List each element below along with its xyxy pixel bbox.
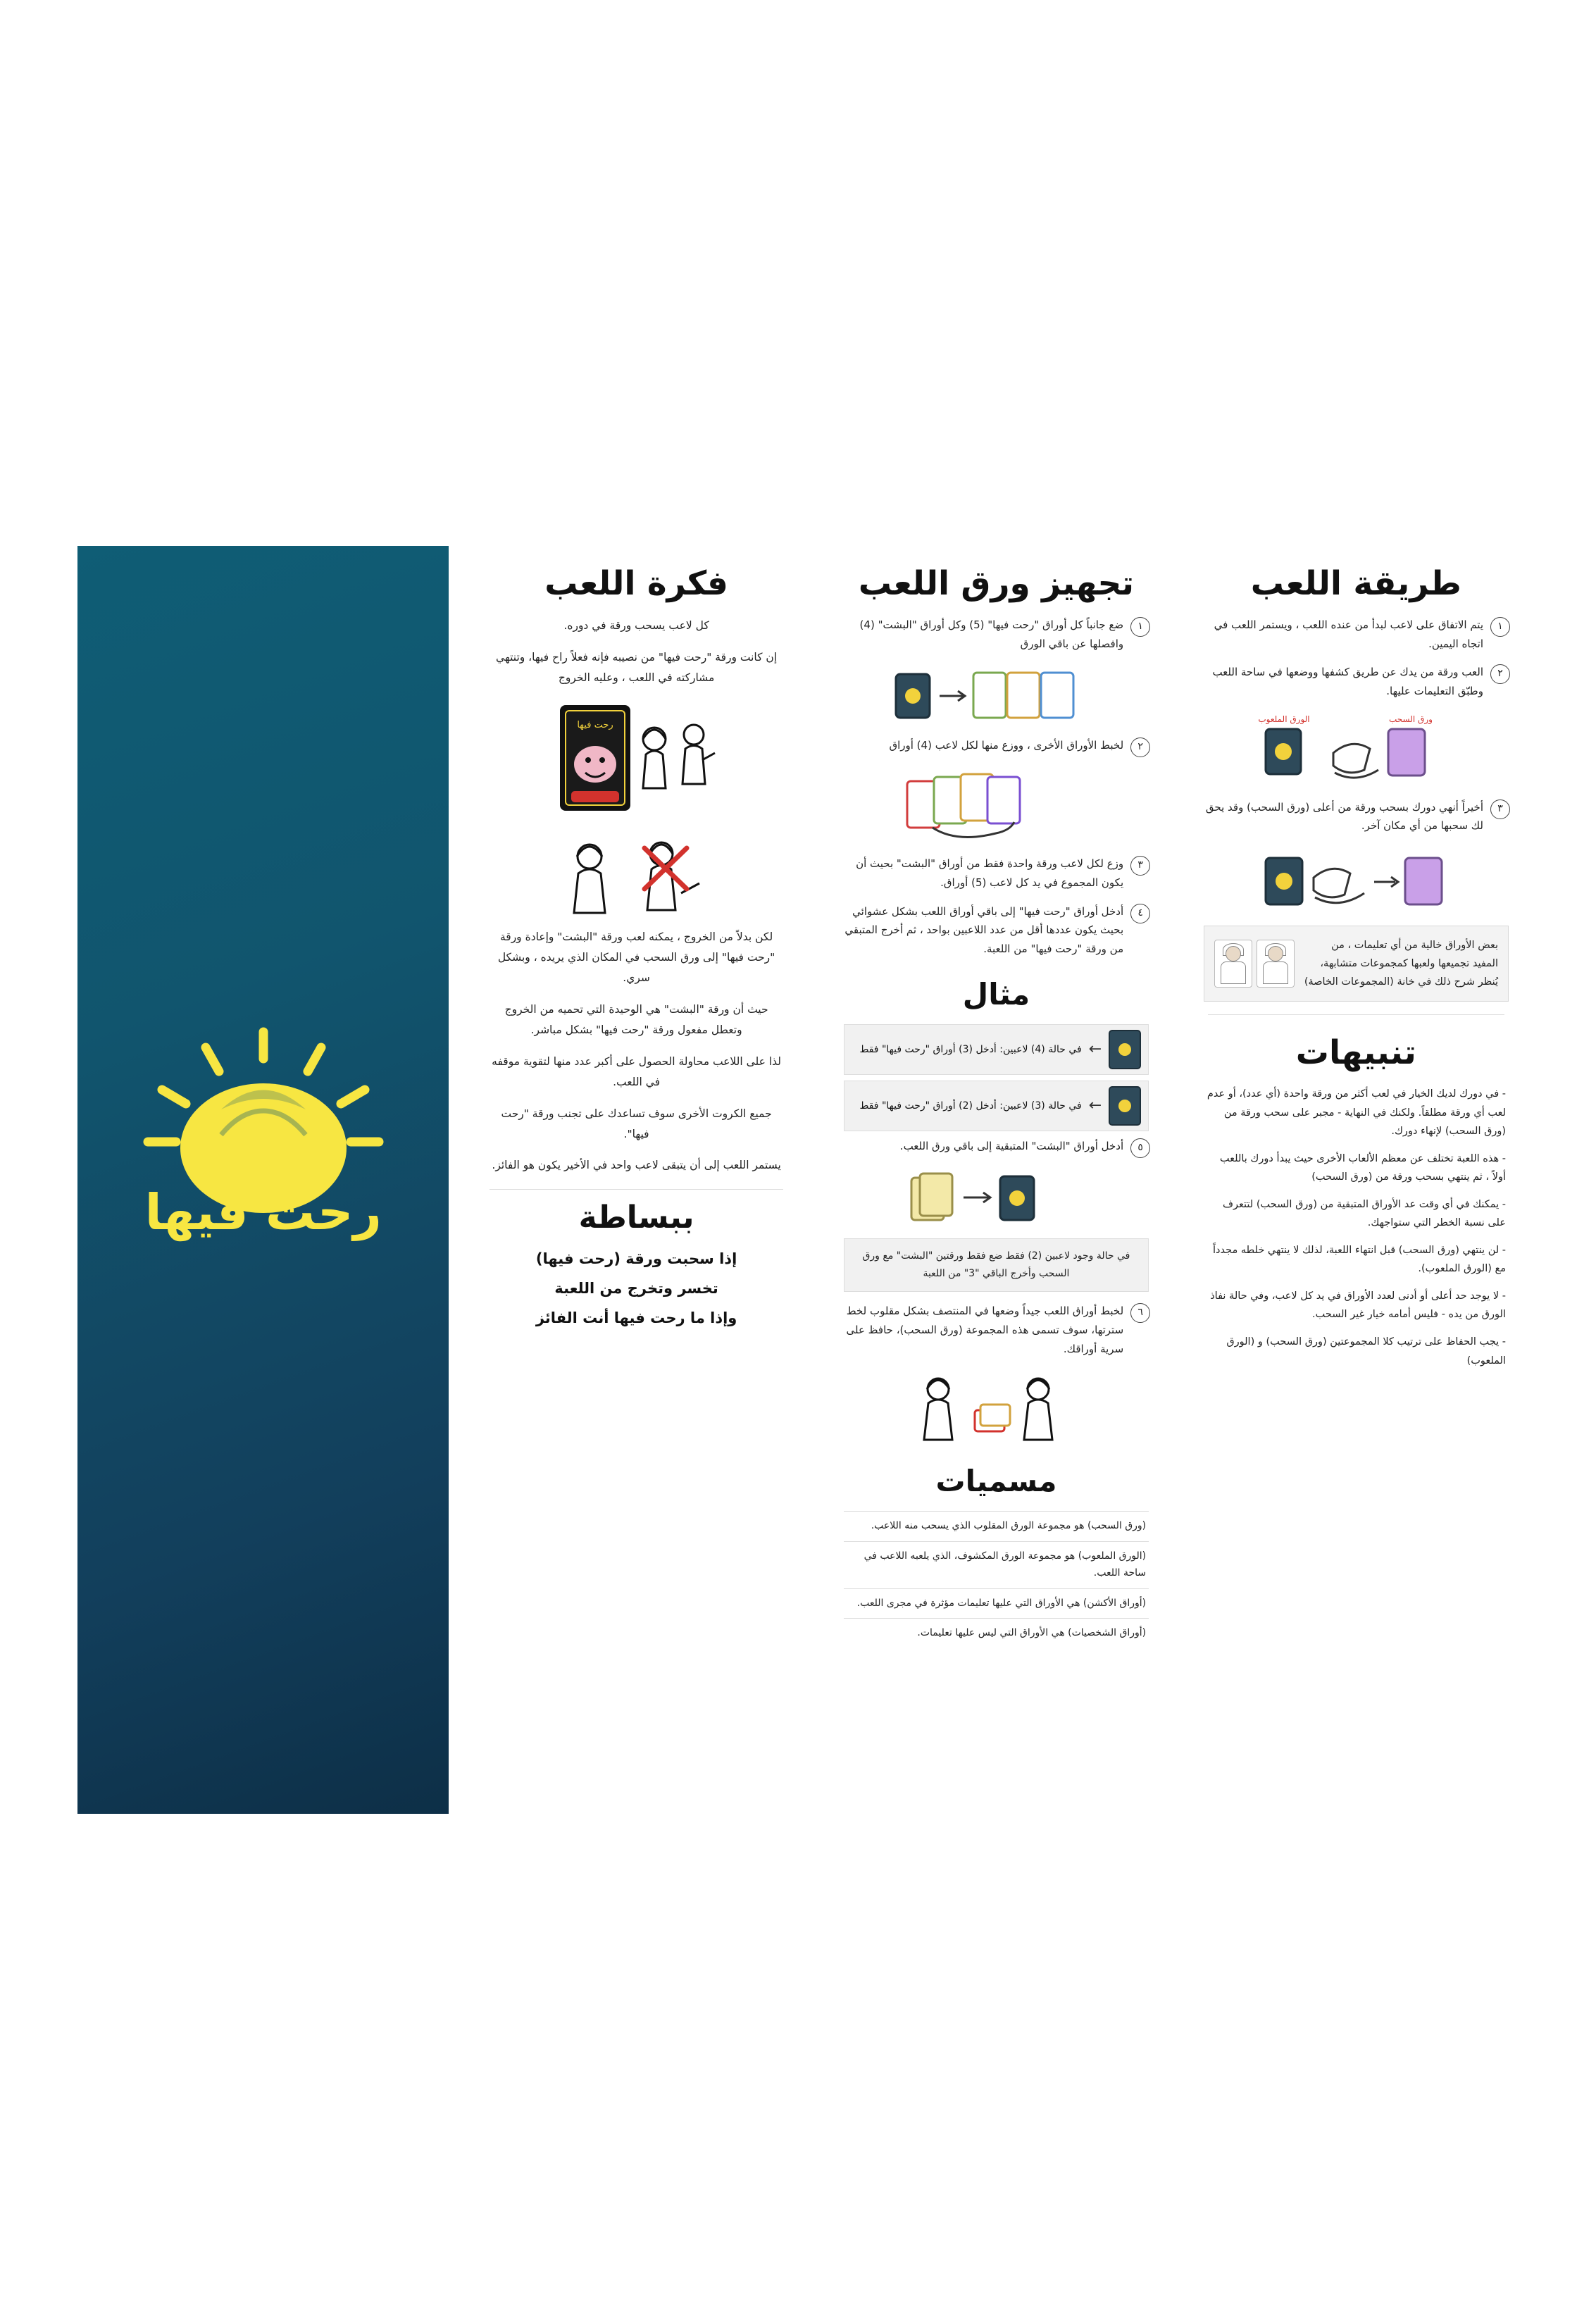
howto-illustration-draw bbox=[1199, 845, 1513, 916]
step-text: أدخل أوراق "البشت" المتبقية إلى باقي ورق اللعب. bbox=[899, 1139, 1124, 1152]
glossary-list bbox=[844, 1511, 1149, 1648]
idea-para-2: حيث أن ورقة "البشت" هي الوحيدة التي تحميه من الخروج وتعطل مفعول ورقة "رحت فيها" بشكل مباشر. bbox=[504, 1002, 768, 1037]
idea-para-1: لكن بدلاً من الخروج ، يمكنه لعب ورقة "البشت" وإعادة ورقة "رحت فيها" إلى ورق السحب في المكان الذي يريده ، وبشكل سري. bbox=[497, 930, 775, 985]
howto-illustration-play bbox=[1199, 711, 1513, 788]
prepare-title: تجهيز ورق اللعب bbox=[858, 564, 1135, 603]
panel-fold-2 bbox=[809, 546, 823, 1814]
svg-text:رحت فيها: رحت فيها bbox=[576, 719, 613, 730]
hand-of-cards-icon bbox=[890, 767, 1102, 845]
idea-para-0: إن كانت ورقة "رحت فيها" من نصيبه فإنه فعلاً راح فيها، وتنتهي مشاركته في اللعب ، وعليه الخروج bbox=[496, 650, 778, 685]
step-number: ٣ bbox=[1130, 856, 1150, 876]
logo bbox=[116, 1004, 411, 1328]
step-number: ٢ bbox=[1130, 737, 1150, 757]
panel-fold-1 bbox=[449, 546, 463, 1814]
step-number: ١ bbox=[1490, 617, 1510, 637]
step-number: ٥ bbox=[1130, 1138, 1150, 1158]
step-text: لخبط الأوراق الأخرى ، ووزع منها لكل لاعب (4) أوراق bbox=[889, 739, 1124, 752]
howto-note bbox=[1204, 926, 1509, 1002]
idea-illustration-exit bbox=[480, 833, 793, 917]
step-number: ١ bbox=[1130, 617, 1150, 637]
step-text: ضع جانباً كل أوراق "رحت فيها" (5) وكل أوراق "البشت" (4) وافصلها عن باقي الورق bbox=[859, 618, 1124, 650]
separate-cards-icon bbox=[890, 663, 1102, 726]
prepare-step-4 bbox=[842, 902, 1150, 959]
prepare-illustration-6 bbox=[840, 1368, 1153, 1445]
brochure bbox=[77, 546, 1528, 1814]
step-text: يتم الاتفاق على لاعب لبدأ من عنده اللعب ، ويستمر اللعب في اتجاه اليمين. bbox=[1214, 618, 1483, 650]
arrow-icon: ← bbox=[1088, 1097, 1102, 1115]
howto-note-text: بعض الأوراق خالية من أي تعليمات ، من المفيد تجميعها ولعبها كمجموعات متشابهة، يُنظر شرح ذلك في خانة (المجموعات الخاصة) bbox=[1304, 940, 1498, 988]
prepare-step-6 bbox=[842, 1302, 1150, 1358]
step-text: وزع لكل لاعب ورقة واحدة فقط من أوراق "البشت" بحيث أن يكون المجموع في يد كل لاعب (5) أوراق. bbox=[856, 857, 1124, 890]
step-number: ٤ bbox=[1130, 904, 1150, 923]
divider bbox=[1208, 1014, 1504, 1015]
play-card-hand-icon bbox=[1250, 711, 1461, 788]
character-card-thumb bbox=[1257, 940, 1295, 988]
prepare-illustration-1 bbox=[840, 663, 1153, 726]
step-text: العب ورقة من يدك عن طريق كشفها ووضعها في ساحة اللعب وطبّق التعليمات عليها. bbox=[1212, 666, 1483, 698]
warning-item: - لا يوجد حد أعلى أو أدنى لعدد الأوراق في يد كل لاعب، وفي حالة نفاذ الورق من يده - فليس أمامه خيار غير السحب. bbox=[1210, 1290, 1506, 1321]
prepare-illustration-2 bbox=[840, 767, 1153, 845]
deck-icon bbox=[1109, 1030, 1141, 1069]
cover-panel bbox=[77, 546, 449, 1814]
logo-wordmark: رحت فيها bbox=[144, 1183, 382, 1241]
glossary-item: (أوراق الأكشن) هي الأوراق التي عليها تعليمات مؤثرة في مجرى اللعب. bbox=[844, 1588, 1149, 1619]
simplicity-line-0: إذا سحبت ورقة (رحت فيها) bbox=[535, 1250, 737, 1267]
howto-panel bbox=[1184, 546, 1528, 1793]
glossary-item: (الورق الملعوب) هو مجموعة الورق المكشوف، الذي يلعبه اللاعب في ساحة اللعب. bbox=[844, 1541, 1149, 1588]
step-number: ٣ bbox=[1490, 799, 1510, 819]
idea-panel bbox=[464, 546, 809, 1793]
step-text: أدخل أوراق "رحت فيها" إلى باقي أوراق اللعب بشكل عشوائي بحيث يكون عددها أقل من عدد اللاعبين بواحد ، ثم أخرج المتبقي من ورقة "رحت فيها" من اللعبة. bbox=[844, 904, 1124, 956]
draw-card-icon bbox=[1250, 845, 1461, 916]
simplicity-line-1: تخسر وتخرج من اللعبة bbox=[554, 1279, 718, 1297]
deck-icon bbox=[1109, 1086, 1141, 1126]
step-number: ٢ bbox=[1490, 664, 1510, 684]
player-out-icon bbox=[549, 833, 725, 917]
idea-illustration-card bbox=[480, 699, 793, 823]
glossary-item: (ورق السحب) هو مجموعة الورق المقلوب الذي يسحب منه اللاعب. bbox=[844, 1511, 1149, 1541]
howto-step-3 bbox=[1202, 798, 1510, 835]
warning-item-highlighted: - هذه اللعبة تختلف عن معظم الألعاب الأخرى حيث يبدأ دورك باللعب أولاً ، ثم ينتهي بسحب ورقة من (ورق السحب) bbox=[1219, 1152, 1506, 1183]
prepare-step-5 bbox=[842, 1137, 1150, 1158]
card-and-players-icon bbox=[556, 699, 718, 823]
example-title: مثال bbox=[962, 976, 1030, 1012]
warning-item: - لن ينتهي (ورق السحب) قبل انتهاء اللعبة، لذلك لا ينتهي خلطه مجدداً مع (الورق الملعوب). bbox=[1213, 1245, 1506, 1275]
howto-title: طريقة اللعب bbox=[1250, 564, 1461, 603]
note-thumbnails bbox=[1214, 940, 1295, 988]
example-text: في حالة (4) لاعبين: أدخل (3) أوراق "رحت فيها" فقط bbox=[859, 1043, 1082, 1055]
glossary-title: مسميات bbox=[935, 1464, 1057, 1499]
step-text: لخبط أوراق اللعب جيداً وضعها في المنتصف بشكل مقلوب لخط سترتها، سوف تسمى هذه المجموعة (ورق السحب)، حافظ على سرية أوراقك. bbox=[846, 1305, 1124, 1355]
character-card-thumb bbox=[1214, 940, 1252, 988]
example-text: في حالة (3) لاعبين: أدخل (2) أوراق "رحت فيها" فقط bbox=[859, 1100, 1082, 1112]
idea-para-4: جميع الكروت الأخرى سوف تساعدك على تجنب ورقة "رحت فيها". bbox=[501, 1107, 772, 1141]
simplicity-line-2: وإذا ما رحت فيها أنت الفائز bbox=[535, 1309, 737, 1326]
add-cards-to-deck-icon bbox=[904, 1168, 1087, 1228]
glossary-item: (أوراق الشخصيات) هي الأوراق التي ليس عليها تعليمات. bbox=[844, 1618, 1149, 1648]
simplicity-block bbox=[490, 1189, 783, 1345]
warning-item: - يمكنك في أي وقت عد الأوراق المتبقية من (ورق السحب) لتتعرف على نسبة الخطر التي ستواجهك. bbox=[1223, 1198, 1506, 1228]
idea-lead: كل لاعب يسحب ورقة في دوره. bbox=[563, 619, 709, 632]
arrow-icon: ← bbox=[1088, 1040, 1102, 1059]
two-players-table-icon bbox=[897, 1368, 1095, 1445]
panel-fold-3 bbox=[1168, 546, 1183, 1814]
howto-step-1 bbox=[1202, 616, 1510, 653]
warning-item: - يجب الحفاظ على ترتيب كلا المجموعتين (ورق السحب) و (الورق الملعوب) bbox=[1226, 1336, 1506, 1367]
simplicity-title: ببساطة bbox=[578, 1199, 694, 1236]
idea-para-3: لذا على اللاعب محاولة الحصول على أكبر عدد منها لتقوية موقفه في اللعب. bbox=[492, 1054, 782, 1089]
howto-step-2 bbox=[1202, 663, 1510, 700]
prepare-step-1 bbox=[842, 616, 1150, 653]
prepare-illustration-5 bbox=[840, 1168, 1153, 1228]
example-row-2 bbox=[844, 1081, 1149, 1131]
idea-title: فكرة اللعب bbox=[544, 564, 728, 603]
warning-item: - في دورك لديك الخيار في لعب أكثر من ورقة واحدة (أي عدد)، أو عدم لعب أي ورقة مطلقاً. ولكنك في النهاية - مجبر على سحب ورقة من (ورق السحب) لإنهاء دورك. bbox=[1207, 1088, 1506, 1137]
svg-text:الورق الملعوب: الورق الملعوب bbox=[1258, 714, 1310, 724]
warnings-title: تنبيهات bbox=[1295, 1033, 1416, 1073]
prepare-note-box: في حالة وجود لاعبين (2) فقط ضع فقط ورقتين "البشت" مع ورق السحب وأخرج الباقي "3" من اللعبة bbox=[844, 1238, 1149, 1292]
step-text: أخيراً أنهي دورك بسحب ورقة من أعلى (ورق السحب) وقد يحق لك سحبها من أي مكان آخر. bbox=[1205, 800, 1483, 833]
prepare-step-2 bbox=[842, 736, 1150, 757]
step-number: ٦ bbox=[1130, 1303, 1150, 1323]
svg-text:ورق السحب: ورق السحب bbox=[1389, 714, 1433, 724]
prepare-step-3 bbox=[842, 854, 1150, 892]
example-row-1 bbox=[844, 1024, 1149, 1075]
idea-para-5: يستمر اللعب إلى أن يتبقى لاعب واحد في الأخير يكون هو الفائز. bbox=[492, 1159, 781, 1172]
prepare-panel bbox=[824, 546, 1168, 1793]
